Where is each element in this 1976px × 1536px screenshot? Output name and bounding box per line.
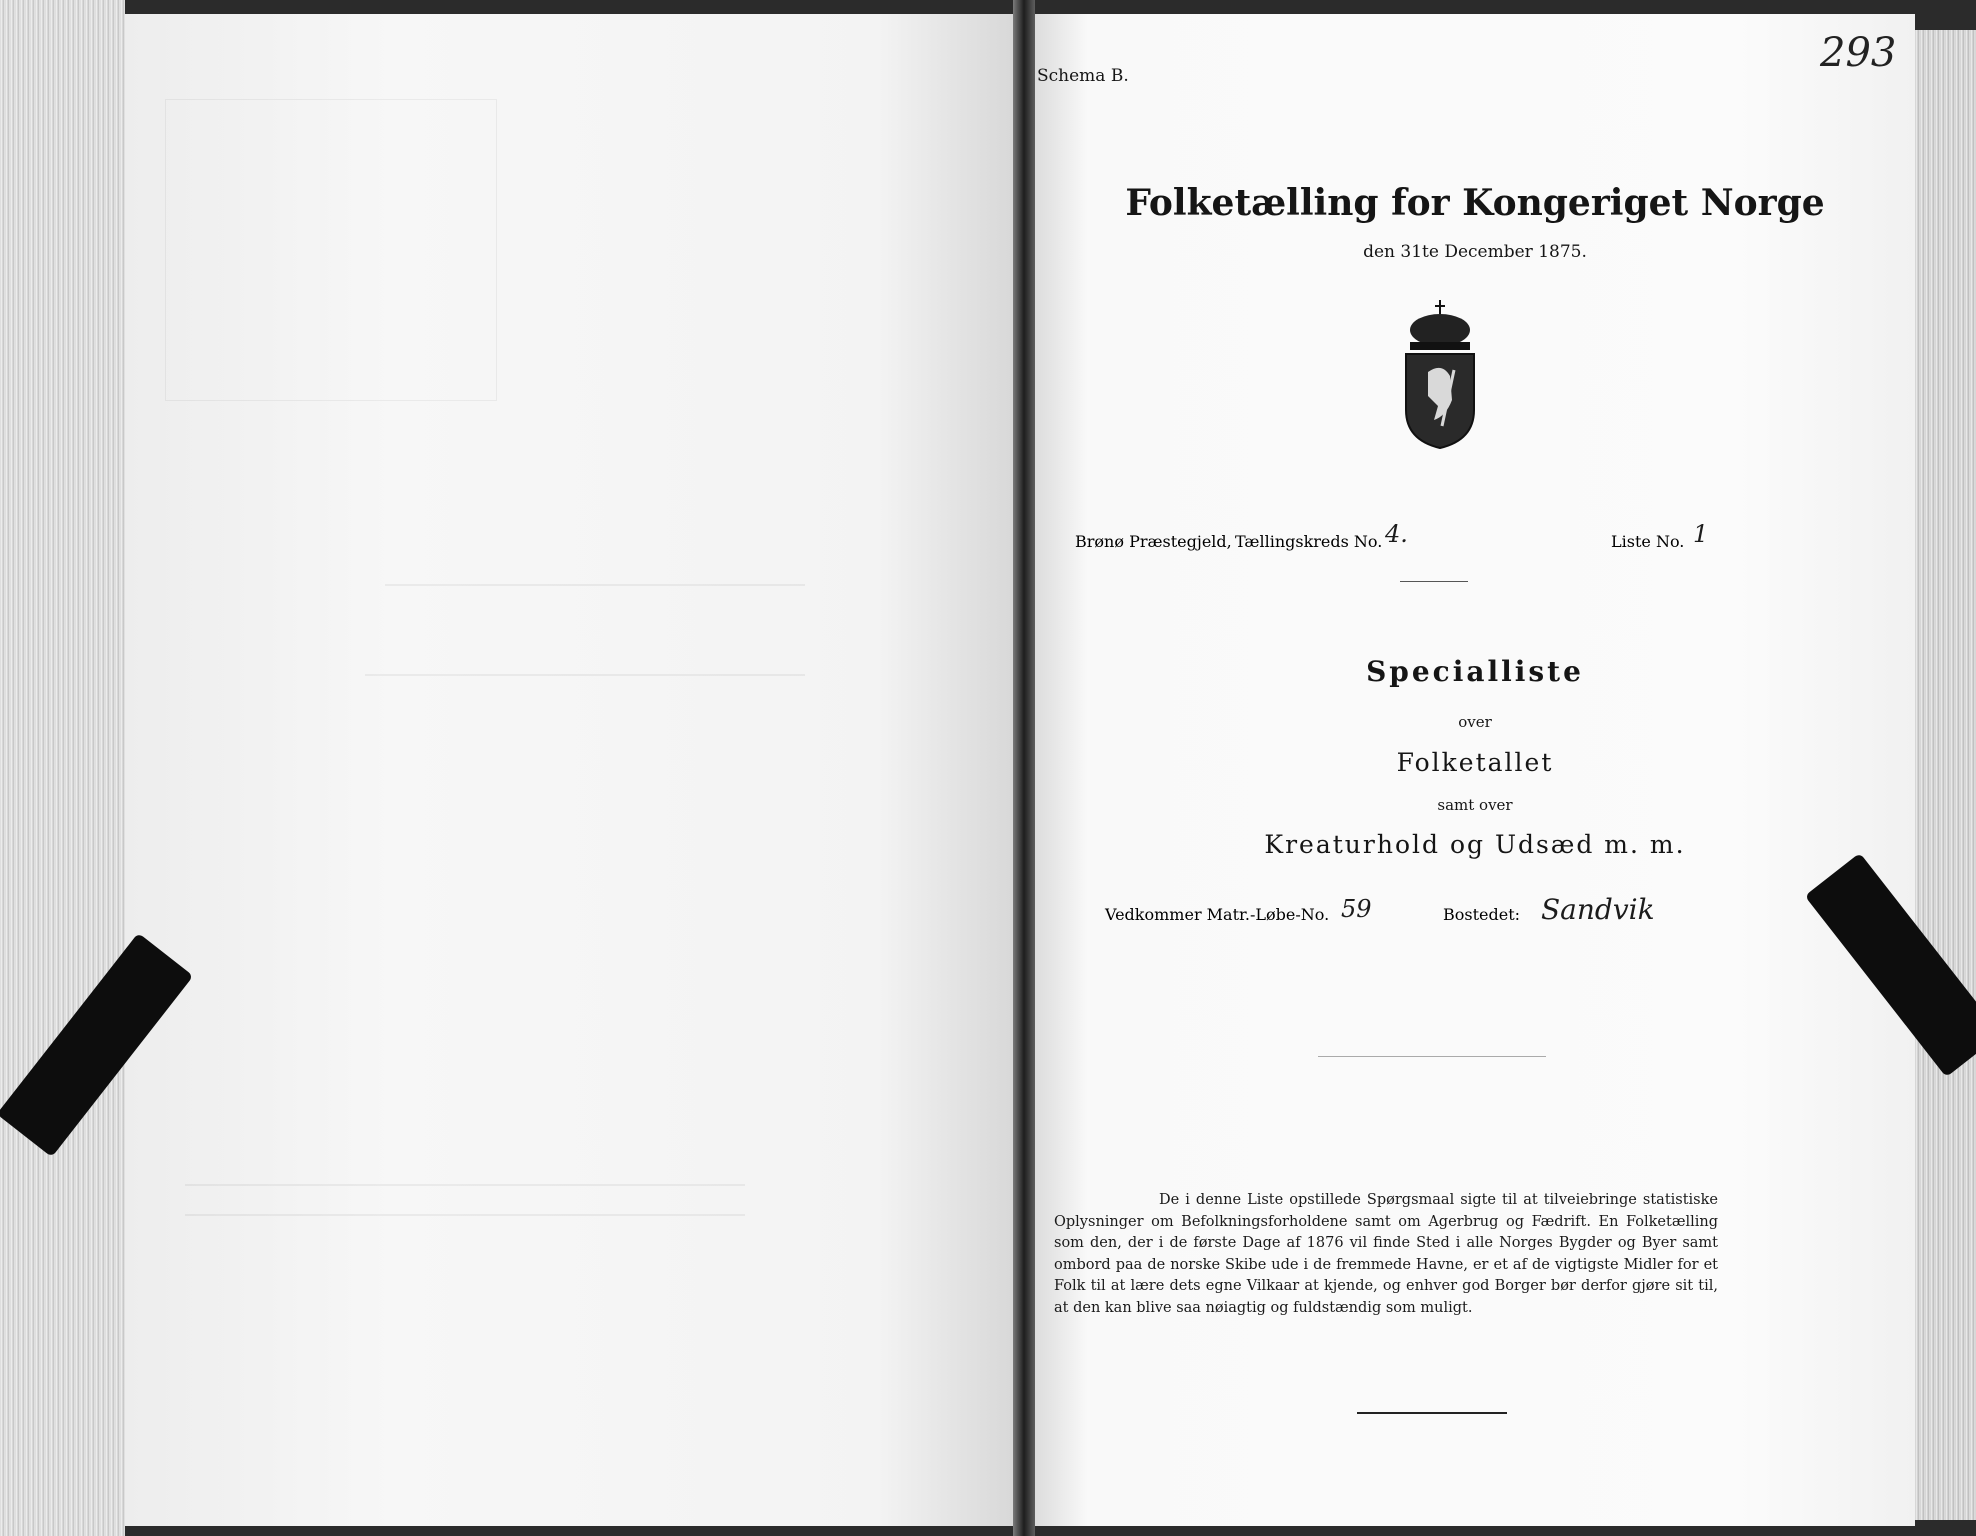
right-page-edges [1915, 30, 1976, 1520]
bleed-through-line [365, 674, 805, 676]
prestegjeld-label: Brønø Præstegjeld, [1075, 532, 1232, 551]
kreaturhold-text: Kreaturhold og Udsæd m. m. [1264, 830, 1686, 859]
over-text: over [1458, 713, 1492, 731]
liste-value: 1 [1693, 520, 1709, 548]
bleed-through-table [165, 99, 497, 401]
explanatory-note: De i denne Liste opstillede Spørgsmaal sigte til at tilveiebringe statistiske Oplysninger om Befolkningsforholdene samt om Agerbrug og Fædrift. En Folketælling som den, der i de første Dage af 1876 vil finde Sted i alle Norges Bygder og Byer samt ombord paa de norske Skibe ude i de fremmede Havne, er et af de vigtigste Midler for et Folk til at lære dets egne Vilkaar at kjende, og enhver god Borger bør derfor gjøre sit til, at den kan blive saa nøiagtig og fuldstændig som muligt. [1054, 1192, 1718, 1316]
divider [1318, 1056, 1546, 1057]
norway-coat-of-arms-icon [1398, 300, 1482, 450]
bleed-through-line [385, 584, 805, 586]
specialliste-heading: Specialliste [1366, 655, 1584, 688]
samt-over-text: samt over [1437, 796, 1513, 814]
schema-label: Schema B. [1037, 66, 1129, 86]
matr-label: Vedkommer Matr.-Løbe-No. [1105, 905, 1330, 924]
bleed-through-line [185, 1214, 745, 1216]
page-number: 293 [1820, 30, 1897, 76]
liste-label: Liste No. [1611, 532, 1685, 551]
bosted-label: Bostedet: [1443, 905, 1521, 924]
bleed-through-line [185, 1184, 745, 1186]
page-title: Folketælling for Kongeriget Norge [1125, 182, 1825, 224]
book-gutter [1013, 0, 1035, 1536]
divider [1357, 1412, 1507, 1414]
left-page-edges [0, 0, 125, 1536]
census-date: den 31te December 1875. [1363, 242, 1587, 262]
folketallet-text: Folketallet [1396, 748, 1554, 777]
kreds-label: Tællingskreds No. [1235, 532, 1383, 551]
matr-value: 59 [1341, 895, 1372, 923]
bosted-value: Sandvik [1541, 893, 1655, 926]
left-page [125, 14, 1013, 1526]
kreds-value: 4. [1385, 520, 1408, 548]
divider [1400, 581, 1468, 582]
